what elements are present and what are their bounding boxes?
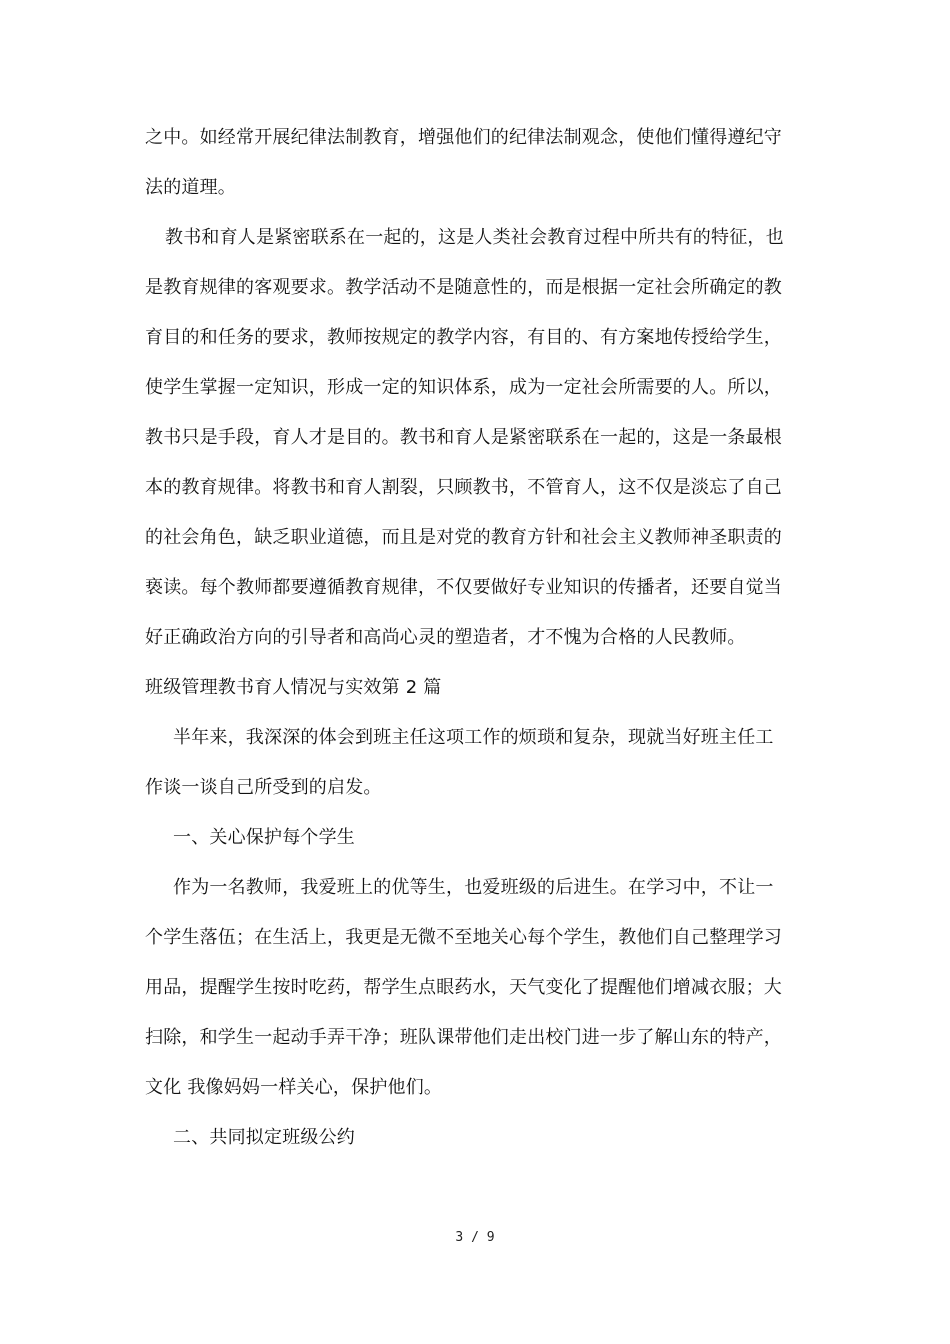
body-text-line: 法的道理。 (145, 177, 236, 198)
body-text-line: 作谈一谈自己所受到的启发。 (145, 777, 382, 798)
section-heading: 班级管理教书育人情况与实效第 2 篇 (145, 677, 442, 698)
body-text-line: 教书和育人是紧密联系在一起的，这是人类社会教育过程中所共有的特征，也 (165, 227, 784, 248)
subheading: 一、关心保护每个学生 (173, 827, 355, 848)
subheading: 二、共同拟定班级公约 (173, 1127, 355, 1148)
body-text-line: 个学生落伍；在生活上，我更是无微不至地关心每个学生，教他们自己整理学习 (145, 927, 782, 948)
body-text-line: 半年来，我深深的体会到班主任这项工作的烦琐和复杂，现就当好班主任工 (173, 727, 774, 748)
body-text-line: 本的教育规律。将教书和育人割裂，只顾教书，不管育人，这不仅是淡忘了自己 (145, 477, 782, 498)
body-text-line: 文化 我像妈妈一样关心，保护他们。 (145, 1077, 443, 1098)
body-text-line: 作为一名教师，我爱班上的优等生，也爱班级的后进生。在学习中，不让一 (173, 877, 774, 898)
body-text-line: 用品，提醒学生按时吃药，帮学生点眼药水，天气变化了提醒他们增减衣服；大 (145, 977, 782, 998)
body-text-line: 育目的和任务的要求，教师按规定的教学内容，有目的、有方案地传授给学生， (145, 327, 782, 348)
body-text-line: 好正确政治方向的引导者和高尚心灵的塑造者，才不愧为合格的人民教师。 (145, 627, 746, 648)
body-text-line: 的社会角色，缺乏职业道德，而且是对党的教育方针和社会主义教师神圣职责的 (145, 527, 782, 548)
body-text-line: 亵读。每个教师都要遵循教育规律，不仅要做好专业知识的传播者，还要自觉当 (145, 577, 782, 598)
body-text-line: 是教育规律的客观要求。教学活动不是随意性的，而是根据一定社会所确定的教 (145, 277, 782, 298)
page-number: 3 / 9 (455, 1230, 495, 1245)
body-text-line: 教书只是手段，育人才是目的。教书和育人是紧密联系在一起的，这是一条最根 (145, 427, 782, 448)
body-text-line: 使学生掌握一定知识，形成一定的知识体系，成为一定社会所需要的人。所以， (145, 377, 782, 398)
body-text-line: 扫除，和学生一起动手弄干净；班队课带他们走出校门进一步了解山东的特产， (145, 1027, 782, 1048)
body-text-line: 之中。如经常开展纪律法制教育，增强他们的纪律法制观念，使他们懂得遵纪守 (145, 127, 782, 148)
